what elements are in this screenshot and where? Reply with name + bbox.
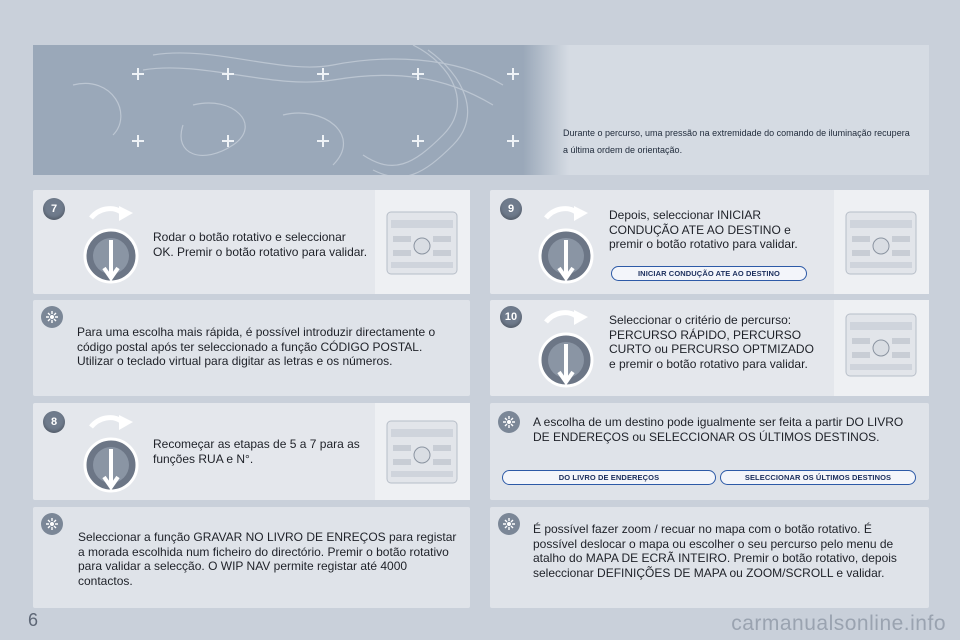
tip-postal-text: Para uma escolha mais rápida, é possível introduzir directamente o código postal após ter seleccionado a função CÓDIGO POSTAL. Utilizar o teclado virtual para digitar as letras e os números.: [77, 325, 436, 368]
radio-unit-image: [375, 190, 470, 294]
header-note: Durante o percurso, uma pressão na extremidade do comando de iluminação recupera a última ordem de orientação.: [523, 45, 929, 175]
lightbulb-icon: [41, 306, 63, 328]
rotary-knob-icon: [532, 204, 600, 286]
step-9-panel: [490, 190, 929, 294]
step-8-panel: [33, 403, 470, 500]
lightbulb-icon: [41, 513, 63, 535]
step-badge: 9: [500, 198, 522, 220]
rotary-knob-icon: [532, 308, 600, 390]
radio-unit-image: [375, 403, 470, 500]
radio-unit-image: [834, 300, 929, 396]
tip-save-panel: [33, 507, 470, 608]
step-7-text: Rodar o botão rotativo e seleccionar OK. Premir o botão rotativo para validar.: [153, 230, 368, 259]
header-banner: [33, 45, 929, 175]
tip-zoom-panel: [490, 507, 929, 608]
rotary-knob-icon: [77, 204, 145, 286]
tip-save-text: Seleccionar a função GRAVAR NO LIVRO DE ENREÇOS para registar a morada escolhida num ficheiro do directório. Premir o botão rotativo para validar a selecção. O WIP NAV permite registar até 4000 contactos.: [78, 530, 457, 588]
step-badge: 7: [43, 198, 65, 220]
last-destinations-button[interactable]: SELECCIONAR OS ÚLTIMOS DESTINOS: [720, 470, 916, 485]
step-10-text: Seleccionar o critério de percurso: PERCURSO RÁPIDO, PERCURSO CURTO ou PERCURSO OPTMIZADO e premir o botão rotativo para validar.: [609, 313, 814, 371]
watermark: carmanualsonline.info: [731, 612, 946, 635]
tip-destination-text: A escolha de um destino pode igualmente ser feita a partir DO LIVRO DE ENDEREÇOS ou SELECCIONAR OS ÚLTIMOS DESTINOS.: [533, 415, 904, 444]
start-guidance-button[interactable]: INICIAR CONDUÇÃO ATE AO DESTINO: [611, 266, 807, 281]
step-7-panel: [33, 190, 470, 294]
step-9-text: Depois, seleccionar INICIAR CONDUÇÃO ATE AO DESTINO e premir o botão rotativo para validar.: [609, 208, 798, 251]
step-10-panel: [490, 300, 929, 396]
step-badge: 8: [43, 411, 65, 433]
tip-postal-panel: [33, 300, 470, 396]
address-book-button[interactable]: DO LIVRO DE ENDEREÇOS: [502, 470, 716, 485]
step-badge: 10: [500, 306, 522, 328]
rotary-knob-icon: [77, 413, 145, 495]
lightbulb-icon: [498, 513, 520, 535]
page-number: 6: [28, 610, 39, 630]
tip-destination-panel: [490, 403, 929, 500]
lightbulb-icon: [498, 411, 520, 433]
radio-unit-image: [834, 190, 929, 294]
tip-zoom-text: É possível fazer zoom / recuar no mapa com o botão rotativo. É possível deslocar o mapa ou escolher o seu percurso pelo menu de atalho do MAPA DE ECRÃ INTEIRO. Premir o botão rotativo, depois seleccionar DEFINIÇÕES DE MAPA ou ZOOM/SCROLL e validar.: [533, 522, 897, 580]
step-8-text: Recomeçar as etapas de 5 a 7 para as funções RUA e N°.: [153, 437, 360, 466]
